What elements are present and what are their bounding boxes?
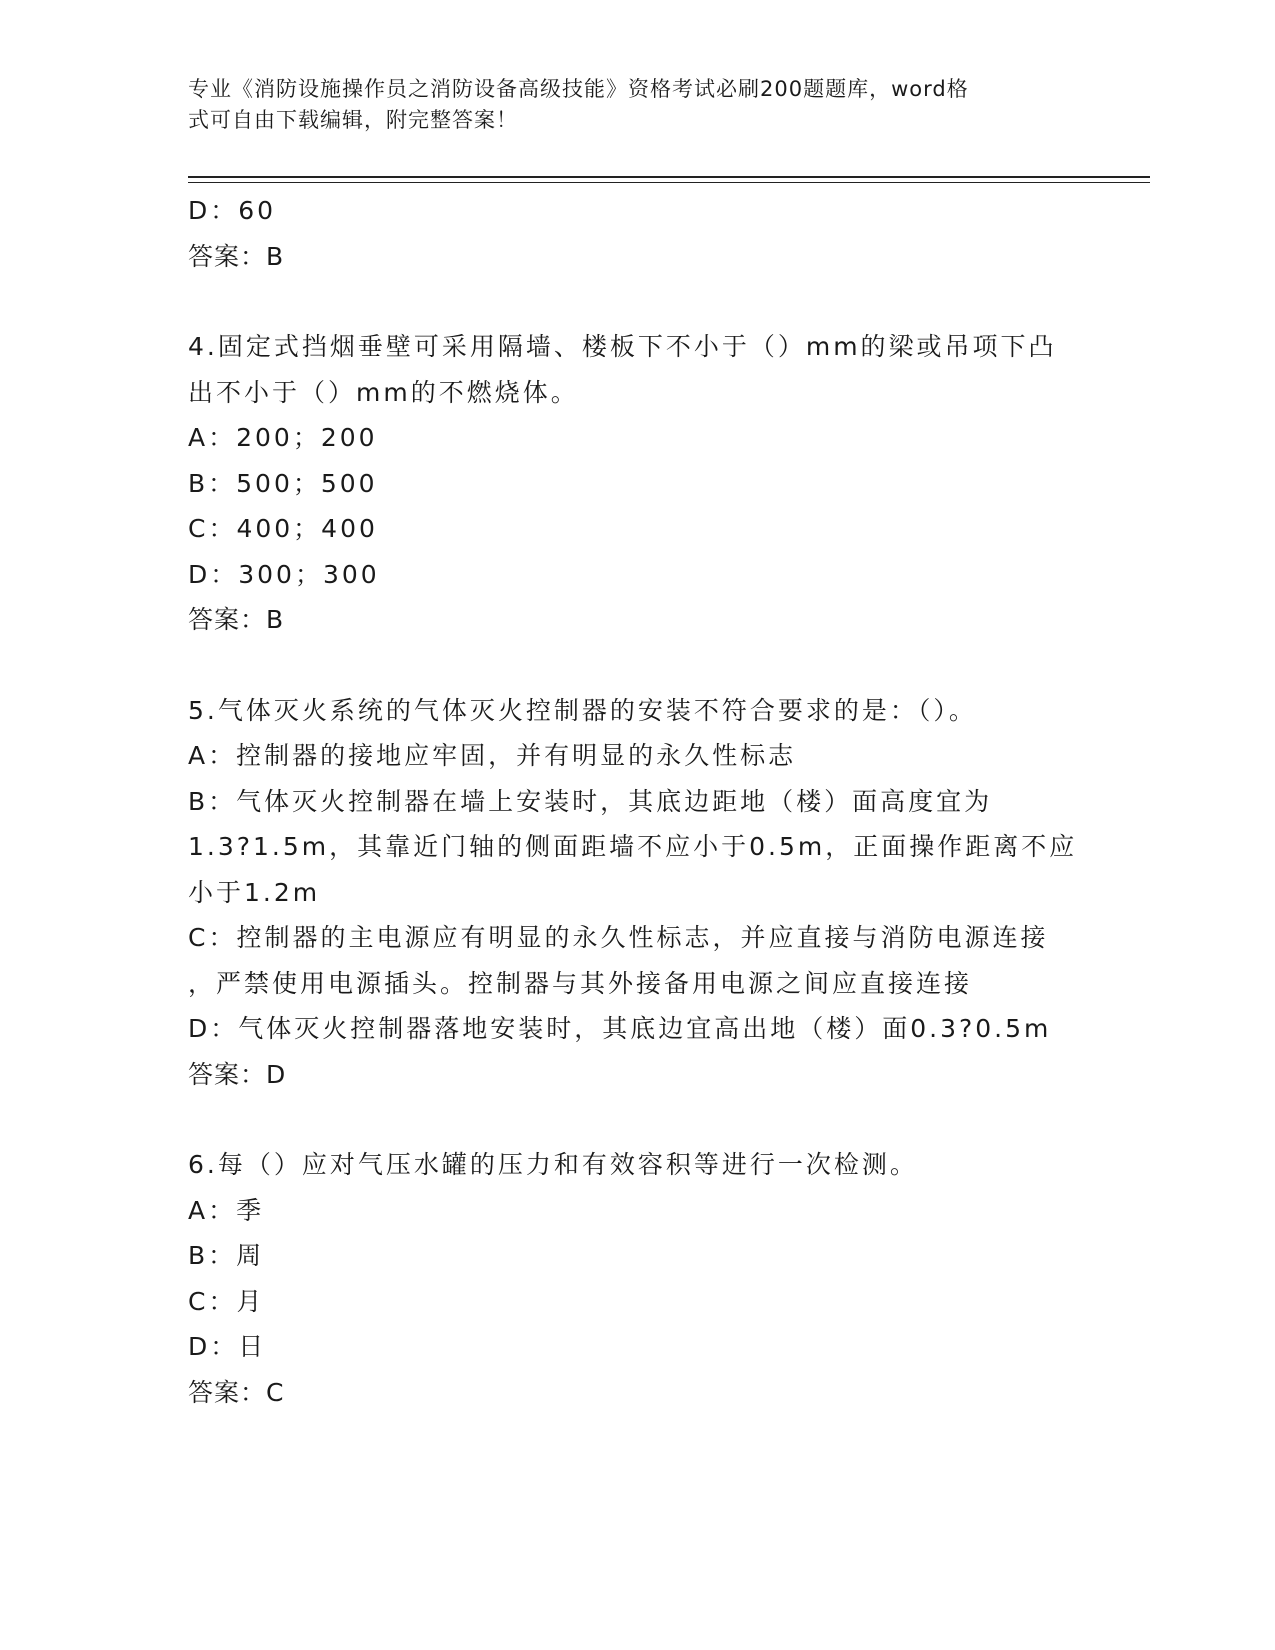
option-d: D：日 bbox=[188, 1332, 267, 1361]
option-d: D：300；300 bbox=[188, 559, 380, 589]
option-d: D：气体灭火控制器落地安装时，其底边宜高出地（楼）面0.3?0.5m bbox=[188, 1014, 1052, 1043]
option-a: A：控制器的接地应牢固，并有明显的永久性标志 bbox=[188, 741, 797, 770]
question-spacer bbox=[188, 279, 1088, 324]
option-b: B：周 bbox=[188, 1241, 265, 1270]
option-c: C：400；400 bbox=[188, 514, 378, 543]
header-title-line-2: 式可自由下载编辑，附完整答案！ bbox=[188, 108, 518, 132]
question-5 bbox=[188, 688, 1088, 1098]
option-b-continued: 小于1.2m bbox=[188, 877, 321, 907]
option-a: A：季 bbox=[188, 1195, 265, 1225]
option-b: B：500；500 bbox=[188, 468, 378, 498]
answer-line: 答案：B bbox=[188, 605, 285, 634]
document-header bbox=[188, 74, 1068, 136]
answer-line: 答案：B bbox=[188, 241, 285, 271]
option-c-continued: ，严禁使用电源插头。控制器与其外接备用电源之间应直接连接 bbox=[188, 968, 973, 998]
option-d: D：60 bbox=[188, 196, 277, 225]
question-spacer bbox=[188, 643, 1088, 688]
question-stem: 4.固定式挡烟垂壁可采用隔墙、楼板下不小于（）mm的梁或吊项下凸 bbox=[188, 332, 1057, 361]
option-b-continued: 1.3?1.5m，其靠近门轴的侧面距墙不应小于0.5m，正面操作距离不应 bbox=[188, 832, 1078, 861]
header-divider-thin bbox=[188, 182, 1150, 183]
option-b: B：气体灭火控制器在墙上安装时，其底边距地（楼）面高度宜为 bbox=[188, 786, 993, 816]
header-title-line-1: 专业《消防设施操作员之消防设备高级技能》资格考试必刷200题题库，word格 bbox=[188, 77, 969, 101]
answer-line: 答案：D bbox=[188, 1059, 287, 1089]
document-body bbox=[188, 188, 1088, 1415]
question-spacer bbox=[188, 1097, 1088, 1142]
question-4 bbox=[188, 324, 1088, 643]
answer-line: 答案：C bbox=[188, 1377, 285, 1407]
question-stem: 6.每（）应对气压水罐的压力和有效容积等进行一次检测。 bbox=[188, 1150, 918, 1179]
option-a: A：200；200 bbox=[188, 423, 378, 452]
question-stem: 出不小于（）mm的不燃烧体。 bbox=[188, 377, 579, 407]
question-6 bbox=[188, 1142, 1088, 1415]
header-divider bbox=[188, 176, 1150, 178]
option-c: C：月 bbox=[188, 1286, 265, 1316]
question-stem: 5.气体灭火系统的气体灭火控制器的安装不符合要求的是：（）。 bbox=[188, 695, 977, 725]
option-c: C：控制器的主电源应有明显的永久性标志，并应直接与消防电源连接 bbox=[188, 923, 1049, 952]
